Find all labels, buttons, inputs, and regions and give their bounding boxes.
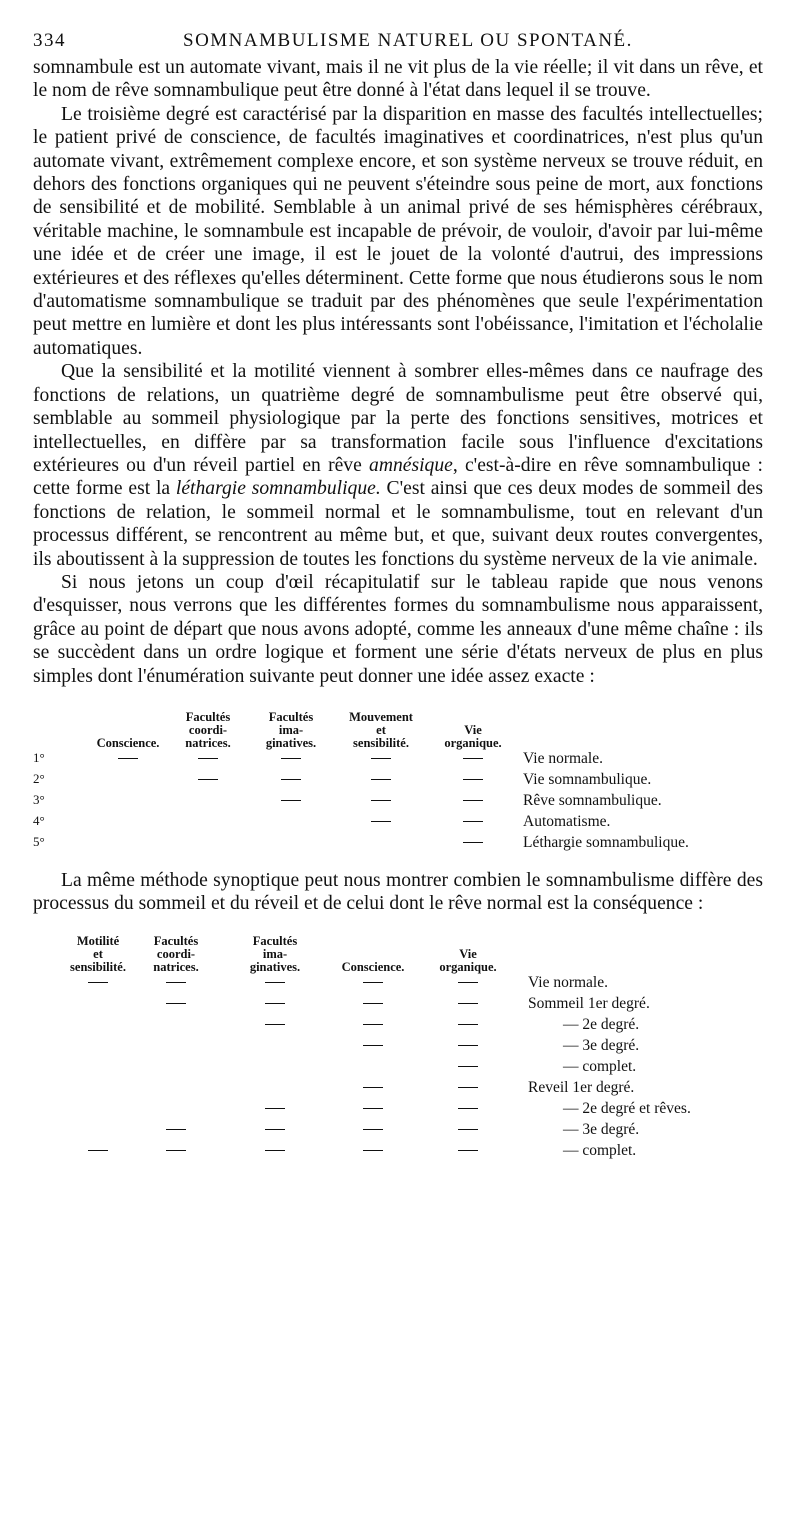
function-present-mark: [458, 1058, 478, 1075]
function-present-mark: [198, 771, 218, 788]
row-ordinal: 3°: [33, 791, 45, 807]
table-row: [33, 792, 763, 813]
column-header: Mouvement et sensibilité.: [349, 709, 413, 750]
row-label: Rêve somnambulique.: [523, 791, 662, 809]
function-present-mark: [371, 750, 391, 767]
book-page: [33, 30, 763, 1163]
function-present-mark: [88, 974, 108, 991]
function-present-mark: [458, 1100, 478, 1117]
function-present-mark: [265, 1142, 285, 1159]
function-present-mark: [371, 771, 391, 788]
column-header: Facultés coordi- natrices.: [185, 709, 231, 750]
function-present-mark: [363, 1121, 383, 1138]
row-label: — 2e degré.: [563, 1015, 640, 1033]
function-present-mark: [281, 750, 301, 767]
table-row: [33, 1142, 763, 1163]
table-row: [33, 813, 763, 834]
column-header: Facultés coordi- natrices.: [153, 933, 199, 974]
column-header: Conscience.: [96, 735, 160, 750]
row-label: Léthargie somnambulique.: [523, 833, 689, 851]
paragraph-summary: Si nous jetons un coup d'œil récapitulatif sur le tableau rapide que nous venons d'esquisser, nous verrons que les différentes formes du somnambulisme nous apparaissent, grâce au point de départ que nous avons adopté, comme les anneaux d'une même chaîne : ils se succèdent dans un ordre logique et forment une série d'états nerveux de plus en plus simples dont l'énumération suivante peut donner une idée assez exacte :: [33, 571, 763, 687]
running-header: [33, 30, 763, 56]
function-present-mark: [363, 995, 383, 1012]
column-header: Vie organique.: [439, 946, 497, 974]
function-present-mark: [463, 834, 483, 851]
table-row: [33, 1100, 763, 1121]
function-present-mark: [463, 771, 483, 788]
row-label: — 3e degré.: [563, 1036, 640, 1054]
table-row: [33, 974, 763, 995]
table-row: [33, 995, 763, 1016]
function-present-mark: [458, 1121, 478, 1138]
paragraph-4: La même méthode synoptique peut nous montrer combien le somnambulisme diffère des processus du sommeil et du réveil et de celui dont le rêve normal est la conséquence :: [33, 869, 763, 915]
function-present-mark: [198, 750, 218, 767]
function-present-mark: [265, 1100, 285, 1117]
function-present-mark: [166, 995, 186, 1012]
row-label: — 3e degré.: [563, 1120, 640, 1138]
table-row: [33, 1037, 763, 1058]
table-row: [33, 750, 763, 771]
function-present-mark: [463, 792, 483, 809]
row-label: — complet.: [563, 1141, 637, 1159]
function-present-mark: [458, 995, 478, 1012]
column-header: Facultés ima- ginatives.: [265, 709, 317, 750]
column-header: Vie organique.: [444, 722, 502, 750]
paragraph-1: somnambule est un automate vivant, mais il ne vit plus de la vie réelle; il vit dans un rêve, et le nom de rêve somnambulique peut être donné à l'état dans lequel il se trouve.: [33, 57, 763, 102]
function-present-mark: [118, 750, 138, 767]
function-present-mark: [265, 974, 285, 991]
paragraph-3: Que la sensibilité et la motilité viennent à sombrer elles-mêmes dans ce naufrage des fonctions de relations, un quatrième degré de somnambulisme peut être observé qui, semblable au sommeil physiologique par la perte des fonctions sensitives, motrices et intellectuelles, en diffère par sa transformation facile sous l'influence d'excitations extérieures ou d'un réveil partiel en rêve amnésique, c'est-à-dire en rêve somnambulique : cette forme est la léthargie somnambulique. C'est ainsi que ces deux modes de sommeil des fonctions de relation, le sommeil normal et le somnambulisme, tout en relevant d'un processus différent, se rencontrent au même but, et que, suivant deux routes convergentes, ils aboutissent à la suppression de toutes les fonctions du système nerveux de la vie animale.: [33, 361, 764, 570]
paragraph-2: Le troisième degré est caractérisé par la disparition en masse des facultés intellectuelles; le patient privé de conscience, de facultés imaginatives et coordinatrices, n'est plus qu'un automate vivant, extrêmement complexe encore, et son système nerveux se trouve réduit, en dehors des fonctions organiques qui ne peuvent s'éteindre sous peine de mort, aux fonctions de sensibilité et de mobilité. Semblable à un animal privé de ses hémisphères cérébraux, véritable machine, le somnambule est incapable de prévoir, de vouloir, d'avoir par lui-même une idée et de créer une image, il est le jouet de la volonté d'autrui, des impressions extérieures et des réflexes qu'elles déterminent. Cette forme que nous étudierons sous le nom d'automatisme somnambulique se traduit par des phénomènes que seule l'expérimentation peut mettre en lumière et dont les plus intéressants sont l'obéissance, l'imitation et l'écholalie automatiques.: [33, 103, 763, 359]
row-label: — 2e degré et rêves.: [563, 1099, 691, 1117]
row-label: Automatisme.: [523, 812, 611, 830]
row-label: Reveil 1er degré.: [528, 1078, 635, 1096]
row-ordinal: 2°: [33, 770, 45, 786]
page-number: 334: [33, 30, 66, 51]
row-label: — complet.: [563, 1057, 637, 1075]
function-present-mark: [371, 792, 391, 809]
column-header: Motilité et sensibilité.: [70, 933, 126, 974]
function-present-mark: [363, 1037, 383, 1054]
function-present-mark: [166, 1121, 186, 1138]
function-present-mark: [363, 974, 383, 991]
function-present-mark: [363, 1016, 383, 1033]
table-row: [33, 834, 763, 855]
table-header: [33, 930, 763, 974]
function-present-mark: [458, 1037, 478, 1054]
function-present-mark: [458, 1079, 478, 1096]
emphasis-amnesique: amnésique: [369, 454, 453, 476]
row-label: Vie normale.: [528, 973, 608, 991]
function-present-mark: [265, 995, 285, 1012]
table-row: [33, 1121, 763, 1142]
function-present-mark: [88, 1142, 108, 1159]
row-label: Vie normale.: [523, 749, 603, 767]
function-present-mark: [166, 1142, 186, 1159]
function-present-mark: [265, 1121, 285, 1138]
synoptic-table-2: [33, 930, 763, 1163]
function-present-mark: [363, 1142, 383, 1159]
emphasis-lethargie: léthargie somnambulique.: [175, 478, 381, 500]
function-present-mark: [166, 974, 186, 991]
row-ordinal: 5°: [33, 833, 45, 849]
column-header: Facultés ima- ginatives.: [249, 933, 301, 974]
row-label: Vie somnambulique.: [523, 770, 652, 788]
table-row: [33, 1079, 763, 1100]
row-ordinal: 4°: [33, 812, 45, 828]
function-present-mark: [458, 1016, 478, 1033]
function-present-mark: [281, 771, 301, 788]
function-present-mark: [281, 792, 301, 809]
function-present-mark: [463, 750, 483, 767]
column-header: Conscience.: [341, 959, 405, 974]
function-present-mark: [463, 813, 483, 830]
function-present-mark: [371, 813, 391, 830]
row-ordinal: 1°: [33, 749, 45, 765]
function-present-mark: [363, 1079, 383, 1096]
function-present-mark: [363, 1100, 383, 1117]
table-row: [33, 771, 763, 792]
table-row: [33, 1016, 763, 1037]
row-label: Sommeil 1er degré.: [528, 994, 650, 1012]
running-title: SOMNAMBULISME NATUREL OU SPONTANÉ.: [183, 30, 633, 51]
function-present-mark: [265, 1016, 285, 1033]
synoptic-table-1: [33, 702, 763, 855]
table-row: [33, 1058, 763, 1079]
function-present-mark: [458, 974, 478, 991]
function-present-mark: [458, 1142, 478, 1159]
table-header: [33, 702, 763, 750]
